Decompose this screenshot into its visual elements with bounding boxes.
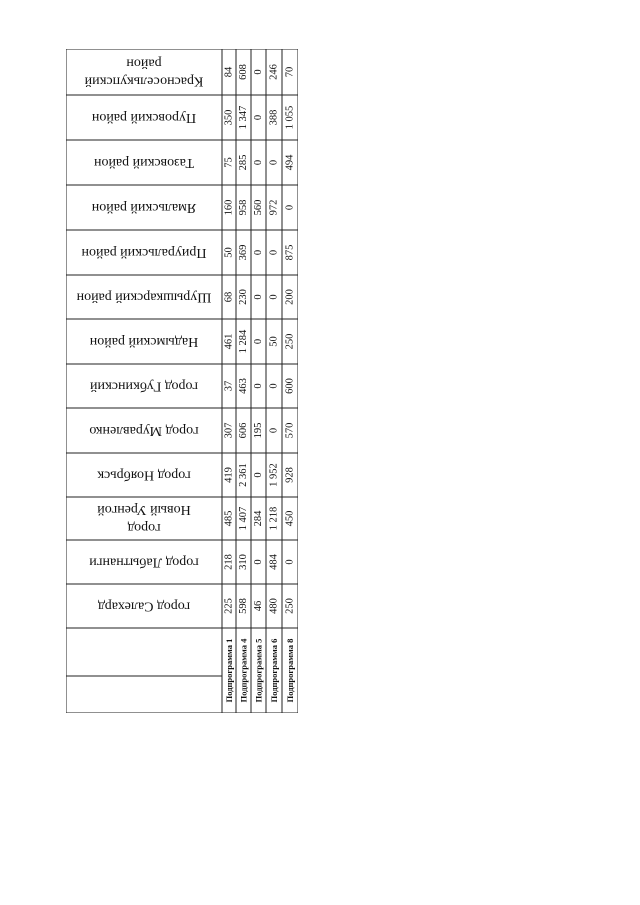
value-cell: 310 xyxy=(238,554,249,570)
value-cell: 46 xyxy=(253,600,264,612)
value-cell: 0 xyxy=(268,427,280,434)
value-cell: 0 xyxy=(253,69,264,75)
value-cell: 307 xyxy=(223,422,235,439)
district-name: Красноселькупский xyxy=(84,73,204,89)
value-cell: 958 xyxy=(238,199,249,216)
district-name: город Лабытнанги xyxy=(89,554,199,570)
value-cell: 598 xyxy=(238,598,249,614)
value-cell: 285 xyxy=(238,154,249,171)
value-cell: 419 xyxy=(223,467,235,483)
district-name: район xyxy=(126,55,162,71)
value-cell: 0 xyxy=(268,249,280,256)
value-cell: 37 xyxy=(223,380,235,392)
value-cell: 875 xyxy=(284,244,296,261)
district-name: Тазовский район xyxy=(93,155,195,170)
district-name: Шурышкарский район xyxy=(76,289,212,305)
district-name: город Салехард xyxy=(97,598,191,614)
value-cell: 608 xyxy=(238,64,249,80)
district-name: Новый Уренгой xyxy=(97,502,191,517)
value-cell: 350 xyxy=(223,109,235,126)
district-name: город Муравленко xyxy=(89,423,199,438)
district-name: город Ноябрьск xyxy=(97,467,191,483)
value-cell: 461 xyxy=(223,333,235,350)
value-cell: 284 xyxy=(253,510,264,527)
value-cell: 2 361 xyxy=(238,463,249,487)
district-name: город xyxy=(127,520,161,535)
value-cell: 1 284 xyxy=(238,329,249,354)
district-name: Пуровский район xyxy=(91,110,197,125)
value-cell: 485 xyxy=(223,510,235,527)
table-cells xyxy=(76,56,295,703)
district-name: Ямальский район xyxy=(91,200,197,215)
value-cell: 195 xyxy=(253,422,264,439)
program-label: Подпрограмма 4 xyxy=(238,638,249,703)
value-cell: 928 xyxy=(284,467,296,483)
value-cell: 0 xyxy=(268,294,280,300)
value-cell: 50 xyxy=(223,247,235,258)
program-label: Подпрограмма 5 xyxy=(253,638,264,703)
value-cell: 75 xyxy=(223,157,235,168)
value-cell: 1 055 xyxy=(284,105,296,130)
value-cell: 1 347 xyxy=(238,105,249,130)
value-cell: 369 xyxy=(238,244,249,261)
value-cell: 0 xyxy=(253,472,264,478)
value-cell: 50 xyxy=(268,336,280,347)
value-cell: 463 xyxy=(238,378,249,394)
value-cell: 250 xyxy=(284,333,296,350)
value-cell: 570 xyxy=(284,422,296,439)
value-cell: 0 xyxy=(284,559,296,565)
value-cell: 600 xyxy=(284,378,296,394)
value-cell: 218 xyxy=(223,554,235,570)
value-cell: 68 xyxy=(223,291,235,303)
value-cell: 480 xyxy=(268,598,280,614)
value-cell: 225 xyxy=(223,598,235,614)
value-cell: 0 xyxy=(253,114,264,121)
value-cell: 560 xyxy=(253,199,264,216)
value-cell: 160 xyxy=(223,199,235,216)
value-cell: 0 xyxy=(268,159,280,166)
value-cell: 0 xyxy=(268,383,280,389)
value-cell: 606 xyxy=(238,422,249,439)
value-cell: 388 xyxy=(268,109,280,126)
value-cell: 0 xyxy=(253,559,264,565)
value-cell: 1 218 xyxy=(268,506,280,531)
value-cell: 1 952 xyxy=(268,463,280,487)
value-cell: 230 xyxy=(238,289,249,305)
value-cell: 250 xyxy=(284,598,296,614)
value-cell: 1 407 xyxy=(238,506,249,531)
district-name: город Губкинский xyxy=(90,378,198,394)
district-name: Надымский район xyxy=(89,334,199,349)
district-name: Приуральский район xyxy=(81,245,207,260)
value-cell: 494 xyxy=(284,154,296,171)
value-cell: 70 xyxy=(284,66,296,78)
value-cell: 0 xyxy=(253,294,264,300)
value-cell: 200 xyxy=(284,289,296,305)
program-label: Подпрограмма 1 xyxy=(224,638,234,703)
value-cell: 84 xyxy=(223,66,235,78)
value-cell: 0 xyxy=(253,338,264,345)
value-cell: 0 xyxy=(253,159,264,166)
program-label: Подпрограмма 6 xyxy=(269,638,279,703)
value-cell: 0 xyxy=(284,204,296,211)
value-cell: 484 xyxy=(268,554,280,570)
rotated-data-table xyxy=(66,49,298,713)
value-cell: 0 xyxy=(253,383,264,389)
value-cell: 972 xyxy=(268,199,280,216)
program-label: Подпрограмма 8 xyxy=(285,638,295,703)
value-cell: 246 xyxy=(268,64,280,80)
value-cell: 450 xyxy=(284,510,296,527)
value-cell: 0 xyxy=(253,249,264,256)
